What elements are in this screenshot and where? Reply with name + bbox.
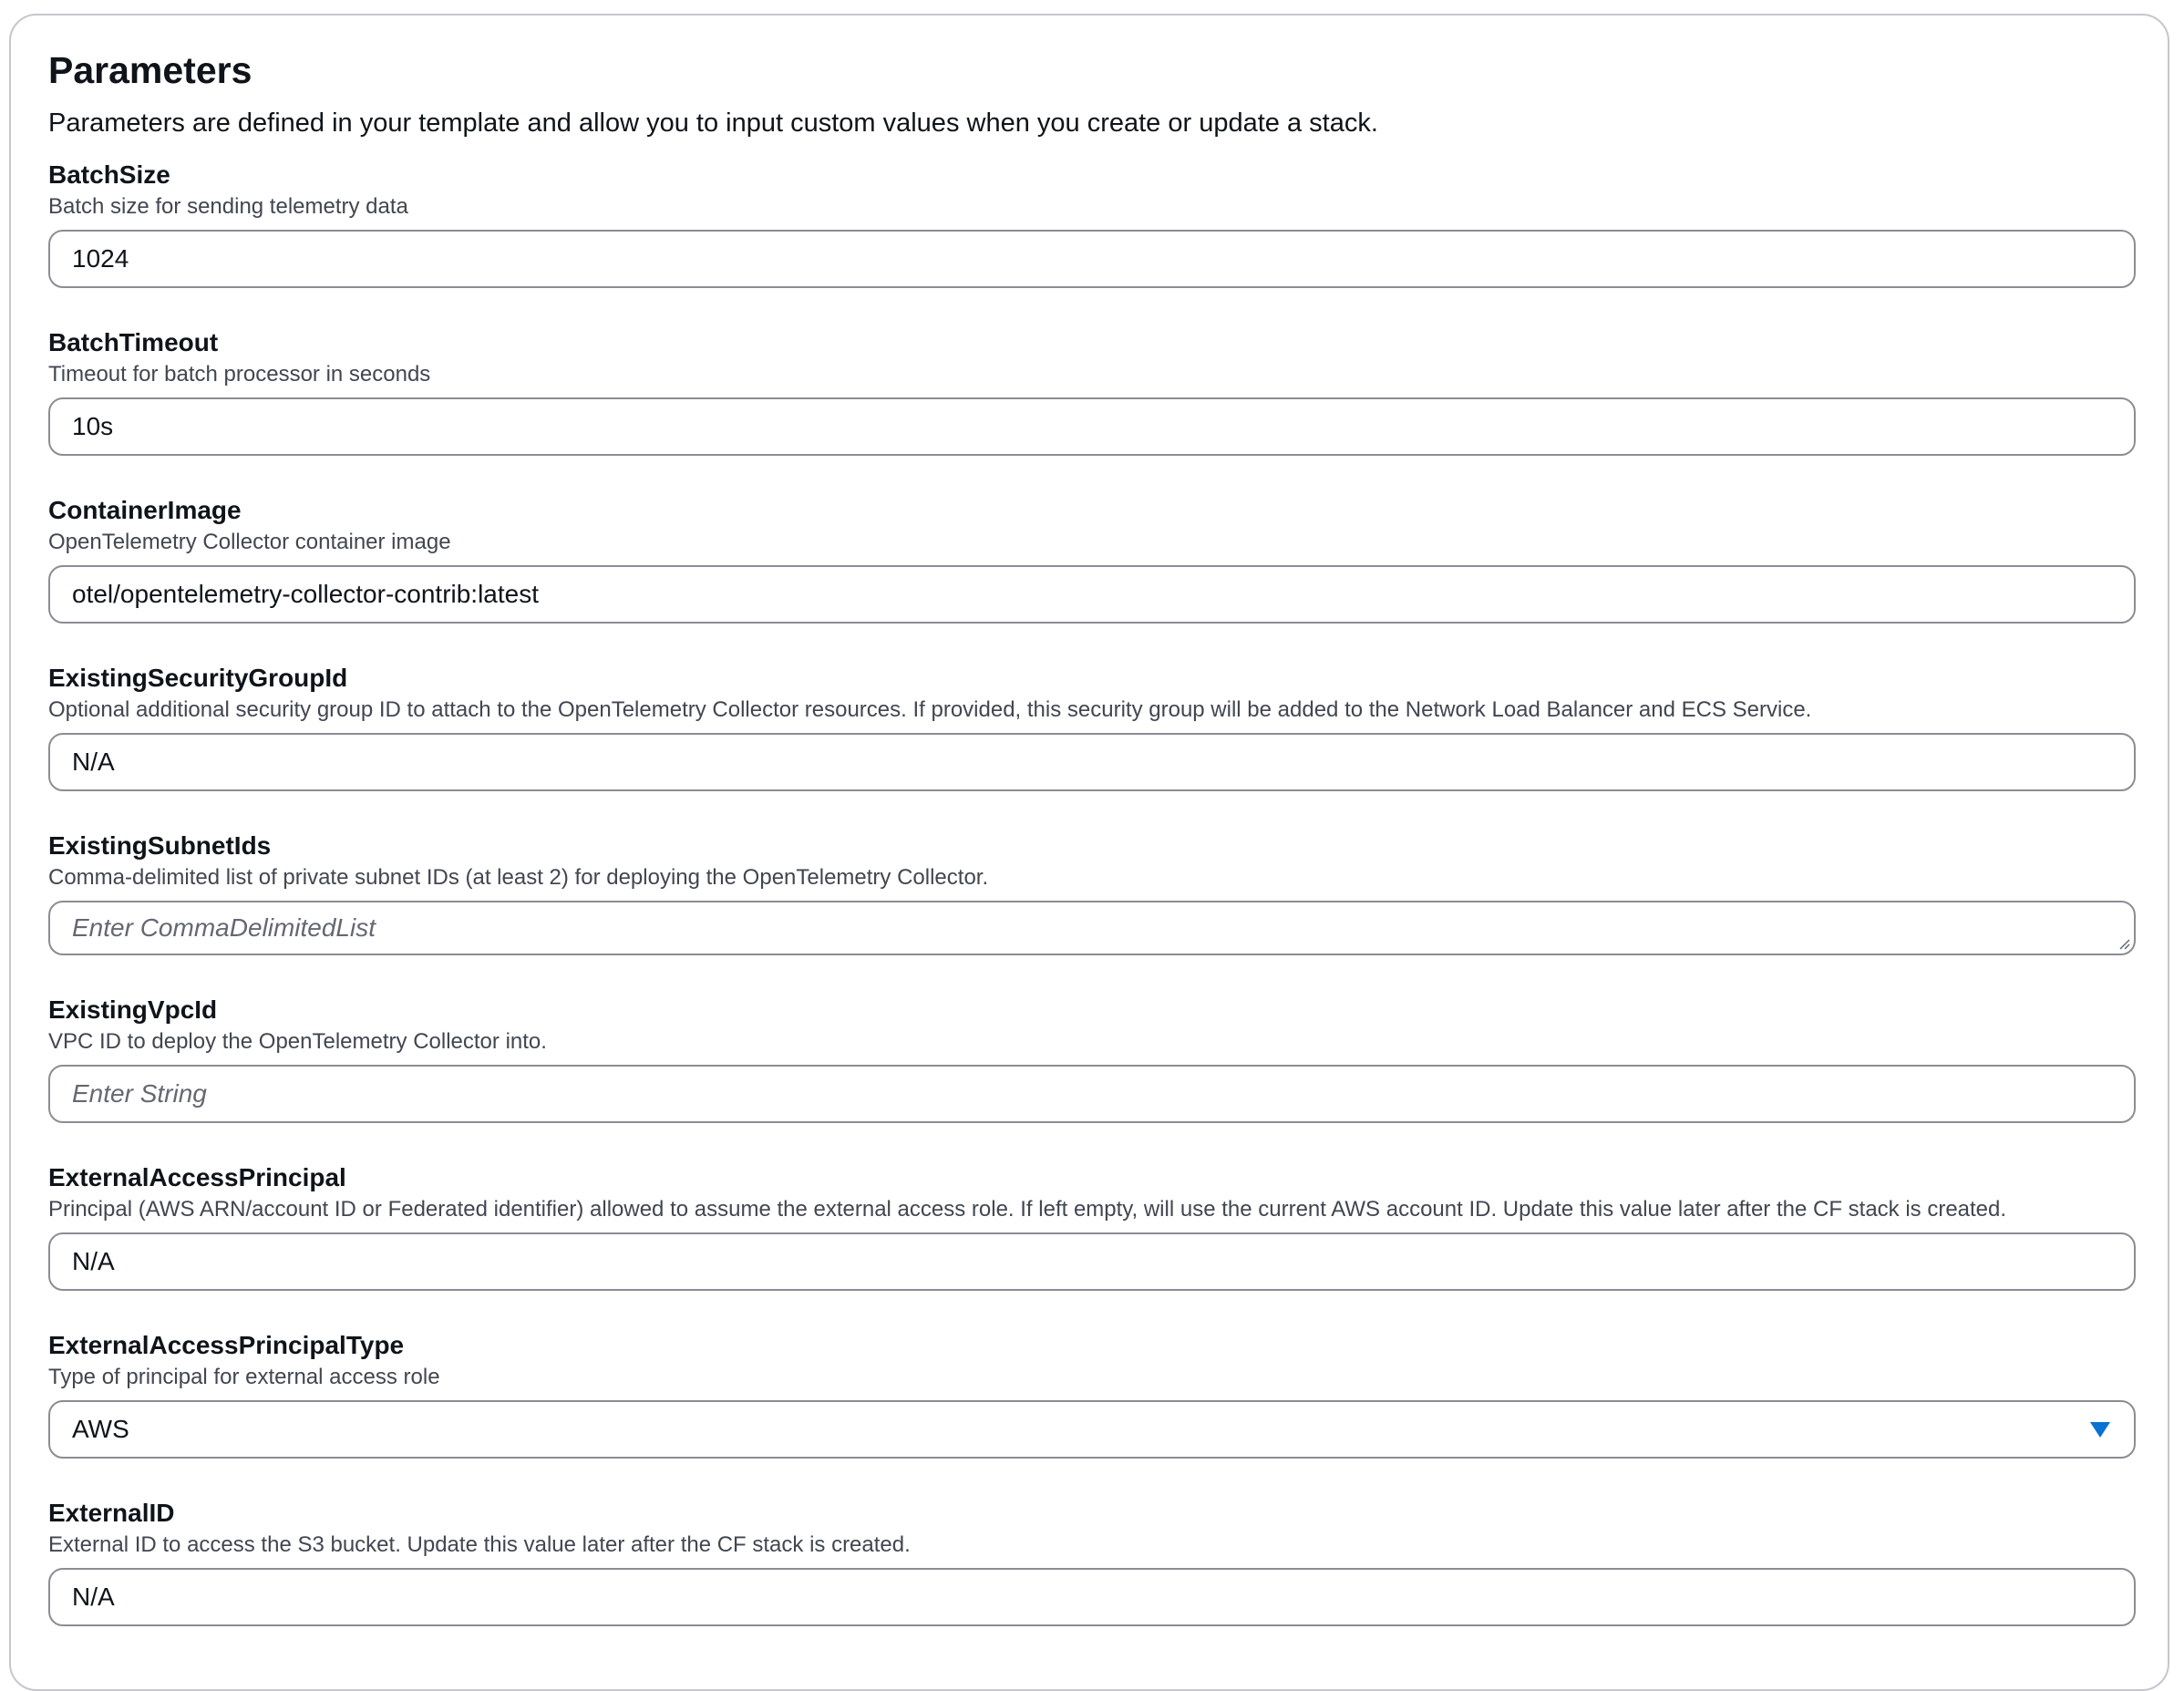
param-help-text: VPC ID to deploy the OpenTelemetry Collector into.	[48, 1029, 547, 1054]
param-label: ExternalAccessPrincipal	[48, 1163, 346, 1191]
external-id-field-box	[48, 1568, 2136, 1626]
param-label: ExistingSubnetIds	[48, 831, 272, 860]
existing-security-group-id-input[interactable]	[72, 748, 2112, 777]
existing-security-group-id-field-box	[48, 733, 2136, 791]
existing-subnet-ids-field-box	[48, 901, 2136, 955]
param-label: BatchTimeout	[48, 328, 219, 356]
external-access-principal-input[interactable]	[72, 1247, 2112, 1276]
param-label: BatchSize	[48, 160, 170, 189]
param-label: ContainerImage	[48, 496, 242, 524]
existing-vpc-id-input[interactable]	[72, 1079, 2112, 1108]
parameters-panel	[9, 14, 2169, 1691]
external-access-principal-field-box	[48, 1232, 2136, 1291]
param-label: ExternalAccessPrincipalType	[48, 1331, 405, 1359]
caret-down-icon[interactable]	[2090, 1422, 2110, 1438]
param-help-text: Principal (AWS ARN/account ID or Federated identifier) allowed to assume the external access role. If left empty, will use the current AWS account ID. Update this value later after the CF stack is created.	[48, 1197, 2007, 1222]
existing-vpc-id-field-box	[48, 1065, 2136, 1123]
batch-size-input[interactable]	[72, 244, 2112, 273]
param-help-text: Batch size for sending telemetry data	[48, 194, 408, 219]
param-help-text: OpenTelemetry Collector container image	[48, 530, 451, 554]
container-image-input[interactable]	[72, 580, 2112, 609]
param-help-text: Comma-delimited list of private subnet IDs (at least 2) for deploying the OpenTelemetry Collector.	[48, 865, 989, 890]
param-help-text: Type of principal for external access role	[48, 1365, 440, 1389]
section-description: Parameters are defined in your template and allow you to input custom values when you create or update a stack.	[48, 108, 1378, 138]
param-label: ExternalID	[48, 1499, 175, 1527]
section-title: Parameters	[48, 49, 252, 91]
select-value: AWS	[72, 1415, 129, 1443]
existing-subnet-ids-textarea[interactable]	[72, 910, 2112, 946]
container-image-field-box	[48, 565, 2136, 624]
param-help-text: Optional additional security group ID to attach to the OpenTelemetry Collector resources. If provided, this security group will be added to the Network Load Balancer and ECS Service.	[48, 697, 1812, 722]
param-help-text: External ID to access the S3 bucket. Update this value later after the CF stack is created.	[48, 1532, 911, 1557]
param-label: ExistingSecurityGroupId	[48, 664, 348, 692]
external-id-input[interactable]	[72, 1583, 2112, 1612]
batch-timeout-input[interactable]	[72, 412, 2112, 441]
resize-grip-icon[interactable]	[2116, 935, 2130, 950]
param-label: ExistingVpcId	[48, 995, 218, 1024]
param-help-text: Timeout for batch processor in seconds	[48, 362, 431, 387]
external-access-principal-type-select[interactable]	[48, 1400, 2136, 1459]
batch-size-field-box	[48, 230, 2136, 288]
batch-timeout-field-box	[48, 397, 2136, 456]
